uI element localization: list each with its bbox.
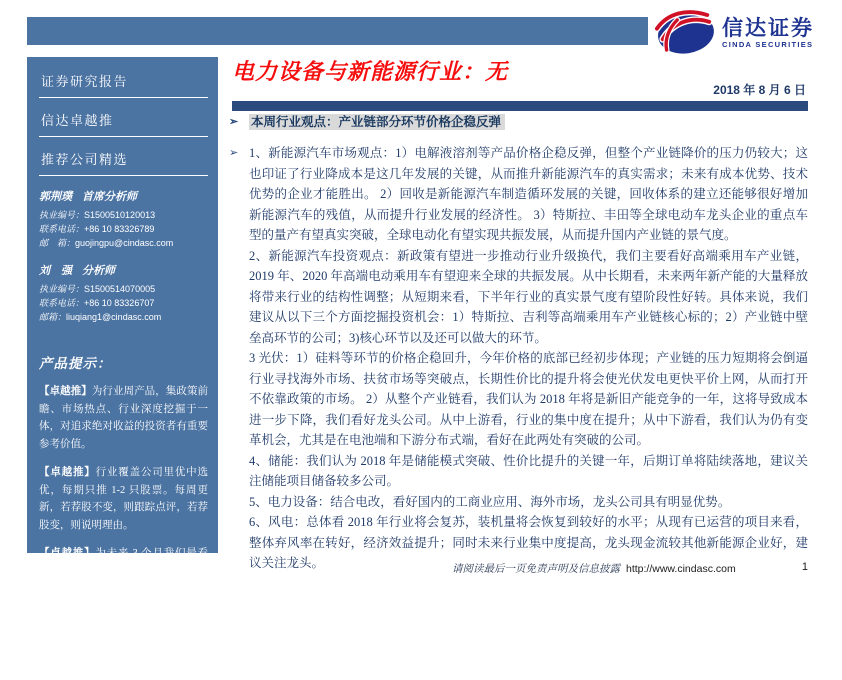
cinda-logo <box>654 9 814 56</box>
paragraph-power-equipment <box>249 492 808 513</box>
sidebar <box>27 57 218 677</box>
analyst-cert-line <box>39 208 208 222</box>
company-info <box>39 622 208 680</box>
report-title: 电力设备与新能源行业：无 <box>232 59 509 84</box>
email-label: 邮 箱： <box>39 238 76 248</box>
analyst-card <box>39 188 208 250</box>
sidebar-heading-recommended-companies: 推荐公司精选 <box>39 149 208 176</box>
cinda-logo-icon <box>654 9 716 56</box>
paragraph-energy-storage <box>249 451 808 492</box>
email-address: guojingpu@cindasc.com <box>75 238 174 248</box>
cert-number: S1500514070005 <box>84 284 156 294</box>
analyst-name: 郭荆璞 <box>39 191 72 203</box>
paragraph-text: 4、储能：我们认为 2018 年是储能模式突破、性价比提升的关键一年，后期订单将陆续落地，建议关注储能项目储备较多公司。 <box>249 453 808 488</box>
analyst-cert-line <box>39 282 208 296</box>
paragraph-nev-market <box>229 143 808 246</box>
phone-label: 联系电话： <box>39 224 85 234</box>
company-address: 北京市西城区闹市口大街 9 号院 1 号楼 <box>39 651 201 662</box>
analyst-email-line <box>39 310 208 324</box>
product-tip <box>39 545 208 598</box>
logo-name-cn: 信达证券 <box>722 16 814 40</box>
phone-number: +86 10 83326707 <box>84 298 155 308</box>
analyst-card <box>39 262 208 324</box>
tip-tag: 【卓越推】 <box>39 548 96 559</box>
footer-url-link[interactable]: http://www.cindasc.com <box>626 563 736 575</box>
cert-number: S1500510120013 <box>84 210 156 220</box>
company-name-cn: 信达证券股份有限公司 <box>39 622 144 634</box>
paragraph-text: 6、风电：总体看 2018 年行业将会复苏，装机量将会恢复到较好的水平；从现有已运营的项目来看，整体弃风率在转好，经济效益提升；同时未来行业集中度提高，龙头现金流较其他新能源企业好，建议关注龙头。 <box>249 515 808 570</box>
company-name-en: CINDA SECURITIES CO.,LTD <box>39 636 181 649</box>
paragraph-solar <box>249 348 808 451</box>
logo-name-en: CINDA SECURITIES <box>722 40 814 49</box>
paragraph-text: 3 光伏：1）硅料等环节的价格企稳回升，今年价格的底部已经初步体现；产业链的压力短期将会倒逼行业寻找海外市场、扶贫市场等突破点，长期性价比的提升将会使光伏发电更快平价上网，从而打开不依靠政策的市场。 2）从整个产业链看，我们认为 2018 年将是新旧产能竞争的一年，这将导致成本进一步下降，我们看好龙头公司。从中上游看，行业的集中度在提升；从中下游看，我们认为仍有变革机会，尤其是在电池端和下游分布式端，看好在此两处有突破的公司。 <box>249 351 808 447</box>
phone-label: 联系电话： <box>39 298 85 308</box>
footer-disclaimer <box>452 561 736 576</box>
tip-text: 为未来 3 个月我们最看好、我们认为这些股票走势将显著战胜市场、建议重点配置。 <box>39 548 209 594</box>
report-date: 2018 年 8 月 6 日 <box>713 83 806 97</box>
email-label: 邮箱： <box>39 312 67 322</box>
tip-text: 为行业周产品，集政策前瞻、市场热点、行业深度挖掘于一体，对追求绝对收益的投资者有重要参考价值。 <box>39 386 209 450</box>
analyst-name-row <box>39 262 208 278</box>
page-number: 1 <box>801 561 808 573</box>
cert-label: 执业编号： <box>39 284 85 294</box>
title-divider-bar <box>232 101 808 111</box>
header-bar <box>27 17 648 45</box>
paragraph-text: 1、新能源汽车市场观点：1）电解液溶剂等产品价格企稳反弹，但整个产业链降价的压力仍较大；这也印证了行业降成本是这几年发展的关键，从而推升新能源汽车的真实需求；未来有成本优势、技术优势的企业才能胜出。 2）回收是新能源汽车制造循环发展的关键，回收体系的建立还能够很好增加新能源汽车的残值，从而提升行业发展的经济性。 3）特斯拉、丰田等全球电动车龙头企业的重点车型的量产有望真实突破，全球电动化有望实现共振发展，从而提升国内产业链的景气度。 <box>249 146 808 242</box>
paragraph-nev-investment <box>249 246 808 349</box>
tip-text: 行业覆盖公司里优中选优，每期只推 1-2 只股票。每周更新，若荐股不变，则跟踪点评，若荐股变，则说明理由。 <box>39 467 209 531</box>
sidebar-heading-research-report: 证券研究报告 <box>39 71 208 98</box>
report-body <box>229 113 808 574</box>
analyst-phone-line <box>39 222 208 236</box>
analyst-email-line <box>39 236 208 250</box>
product-tips-title: 产品提示： <box>39 356 112 371</box>
paragraph-text: 5、电力设备：结合电改，看好国内的工商业应用、海外市场，龙头公司具有明显优势。 <box>249 494 731 509</box>
email-address: liuqiang1@cindasc.com <box>66 312 162 322</box>
sidebar-heading-cinda-excellent: 信达卓越推 <box>39 110 208 137</box>
disclaimer-text: 请阅读最后一页免责声明及信息披露 <box>452 564 620 575</box>
analyst-role: 首席分析师 <box>82 191 137 203</box>
product-tip <box>39 383 208 453</box>
analyst-role: 分析师 <box>82 265 115 277</box>
cinda-logo-text <box>722 16 814 49</box>
analyst-name-row <box>39 188 208 204</box>
section-header-text: 本周行业观点：产业链部分环节价格企稳反弹 <box>249 114 505 130</box>
arrow-bullet-icon: ➢ <box>229 116 239 128</box>
tip-tag: 【卓越推】 <box>39 386 92 397</box>
arrow-bullet-icon: ➢ <box>229 147 239 159</box>
weekly-view-section-header <box>229 113 808 132</box>
analyst-name: 刘 强 <box>39 265 72 277</box>
product-tip <box>39 464 208 534</box>
cert-label: 执业编号： <box>39 210 85 220</box>
paragraph-text: 2、新能源汽车投资观点：新政策有望进一步推动行业升级换代，我们主要看好高端乘用车产业链，2019 年、2020 年高端电动乘用车有望迎来全球的共振发展。从中长期看，未来两年新产能的大量释放将带来行业的结构性调整；从短期来看，下半年行业的真实景气度有望阶段性好转。具体来说，我们建议从以下三个方面挖掘投资机会：1）特斯拉、吉利等高端乘用车产业链核心标的；2）产业链中壁垒高环节的公司；3)核心环节以及还可以做大的环节。 <box>249 248 808 345</box>
tip-tag: 【卓越推】 <box>39 467 96 478</box>
phone-number: +86 10 83326789 <box>84 224 155 234</box>
company-postcode: 邮编：100031 <box>39 666 97 677</box>
analyst-phone-line <box>39 296 208 310</box>
